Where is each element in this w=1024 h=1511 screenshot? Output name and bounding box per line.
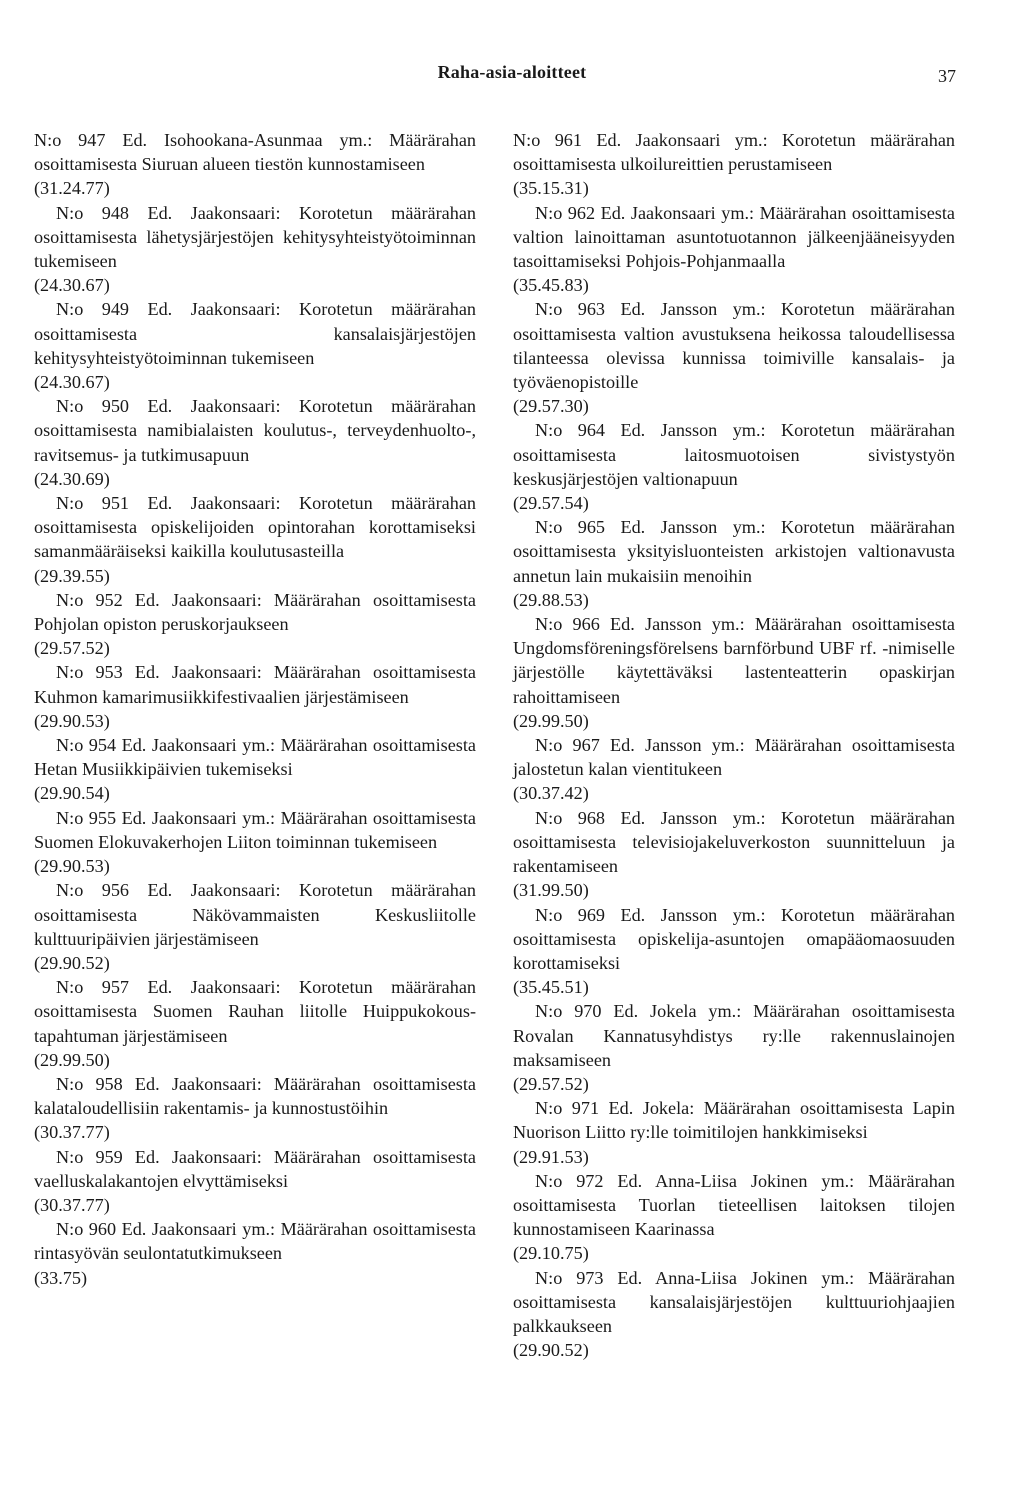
motion-text: N:o 973 Ed. Anna-Liisa Jokinen ym.: Määrärahan osoittamisesta kansalaisjärjestöjen kulttuuriohjaajien palkkaukseen bbox=[513, 1267, 955, 1336]
budget-code: (33.75) bbox=[34, 1267, 88, 1288]
motion-entry bbox=[34, 394, 476, 491]
motion-text: N:o 957 Ed. Jaakonsaari: Korotetun määrärahan osoittamisesta Suomen Rauhan liitolle Huippukokous-tapahtuman järjestämiseen bbox=[34, 977, 476, 1046]
budget-code: (35.45.51) bbox=[513, 977, 589, 998]
motion-text: N:o 956 Ed. Jaakonsaari: Korotetun määrärahan osoittamisesta Näkövammaisten Keskusliitolle kulttuuripäivien järjestämiseen bbox=[34, 880, 476, 949]
budget-code: (30.37.42) bbox=[513, 783, 589, 804]
motion-text: N:o 970 Ed. Jokela ym.: Määrärahan osoittamisesta Rovalan Kannatusyhdistys ry:lle rakennuslainojen maksamiseen bbox=[513, 1001, 955, 1070]
motion-text: N:o 969 Ed. Jansson ym.: Korotetun määrärahan osoittamisesta opiskelija-asuntojen omapääomaosuuden korottamiseksi bbox=[513, 904, 955, 973]
motion-entry bbox=[34, 975, 476, 1072]
budget-code: (29.57.52) bbox=[34, 638, 110, 659]
budget-code: (29.10.75) bbox=[513, 1243, 589, 1264]
motion-text: N:o 959 Ed. Jaakonsaari: Määrärahan osoittamisesta vaelluskalakantojen elvyttämiseksi bbox=[34, 1146, 476, 1191]
motion-text: N:o 965 Ed. Jansson ym.: Korotetun määrärahan osoittamisesta yksityisluonteisten arkistojen valtionavusta annetun lain mukaisiin menoihin bbox=[513, 517, 955, 586]
motion-entry bbox=[513, 733, 955, 806]
motion-text: N:o 962 Ed. Jaakonsaari ym.: Määrärahan osoittamisesta valtion lainoittaman asuntotuotannon jälkeenjääneisyyden tasoittamiseksi Pohjois-Pohjanmaalla bbox=[513, 202, 955, 272]
motion-text: N:o 953 Ed. Jaakonsaari: Määrärahan osoittamisesta Kuhmon kamarimusiikkifestivaalien järjestämiseen bbox=[34, 662, 476, 707]
motion-entry bbox=[513, 1266, 955, 1363]
motion-text: N:o 972 Ed. Anna-Liisa Jokinen ym.: Määrärahan osoittamisesta Tuorlan tieteellisen laitoksen tilojen kunnostamiseen Kaarinassa bbox=[513, 1170, 955, 1240]
page-number: 37 bbox=[938, 66, 956, 86]
budget-code: (31.24.77) bbox=[34, 178, 110, 199]
motion-entry bbox=[513, 903, 955, 1000]
budget-code: (29.88.53) bbox=[513, 589, 589, 610]
budget-code: (29.90.52) bbox=[513, 1340, 589, 1361]
budget-code: (29.90.52) bbox=[34, 952, 110, 973]
budget-code: (35.15.31) bbox=[513, 178, 589, 199]
budget-code: (24.30.67) bbox=[34, 275, 110, 296]
budget-code: (29.90.53) bbox=[34, 710, 110, 731]
motion-entry bbox=[513, 612, 955, 733]
budget-code: (29.99.50) bbox=[34, 1049, 110, 1070]
left-column bbox=[34, 128, 476, 1290]
motion-entry bbox=[513, 128, 955, 201]
motion-entry bbox=[34, 128, 476, 201]
motion-entry bbox=[34, 1145, 476, 1218]
page-header-title: Raha-asia-aloitteet bbox=[437, 62, 587, 82]
motion-entry bbox=[513, 297, 955, 418]
motion-entry bbox=[513, 1096, 955, 1169]
budget-code: (29.90.54) bbox=[34, 783, 110, 804]
budget-code: (29.57.52) bbox=[513, 1073, 589, 1094]
budget-code: (29.90.53) bbox=[34, 856, 110, 877]
motion-entry bbox=[34, 1217, 476, 1290]
motion-entry bbox=[34, 733, 476, 806]
motion-text: N:o 960 Ed. Jaakonsaari ym.: Määrärahan osoittamisesta rintasyövän seulontatutkimukseen bbox=[34, 1219, 476, 1264]
motion-text: N:o 967 Ed. Jansson ym.: Määrärahan osoittamisesta jalostetun kalan vientitukeen bbox=[513, 735, 955, 780]
motion-text: N:o 947 Ed. Isohookana-Asunmaa ym.: Määrärahan osoittamisesta Siuruan alueen tiestön kunnostamiseen bbox=[34, 130, 476, 175]
motion-entry bbox=[513, 515, 955, 612]
motion-entry bbox=[513, 999, 955, 1096]
motion-text: N:o 966 Ed. Jansson ym.: Määrärahan osoittamisesta Ungdomsföreningsförelsens barnförbund UBF rf. -nimiselle järjestölle käytettäväksi lastenteatterin opaskirjan rahoittamiseen bbox=[513, 614, 955, 707]
budget-code: (24.30.67) bbox=[34, 372, 110, 393]
budget-code: (35.45.83) bbox=[513, 275, 589, 296]
budget-code: (29.91.53) bbox=[513, 1146, 589, 1167]
motion-entry bbox=[34, 806, 476, 879]
budget-code: (30.37.77) bbox=[34, 1122, 110, 1143]
motion-text: N:o 955 Ed. Jaakonsaari ym.: Määrärahan osoittamisesta Suomen Elokuvakerhojen Liiton toiminnan tukemiseen bbox=[34, 807, 476, 852]
motion-entry bbox=[34, 297, 476, 394]
budget-code: (29.57.30) bbox=[513, 396, 589, 417]
motion-entry bbox=[513, 201, 955, 298]
budget-code: (29.57.54) bbox=[513, 493, 589, 514]
motion-entry bbox=[34, 1072, 476, 1145]
motion-text: N:o 968 Ed. Jansson ym.: Korotetun määrärahan osoittamisesta televisiojakeluverkoston suunnitteluun ja rakentamiseen bbox=[513, 807, 955, 877]
right-column bbox=[513, 128, 955, 1362]
motion-entry bbox=[513, 1169, 955, 1266]
budget-code: (29.39.55) bbox=[34, 565, 110, 586]
motion-text: N:o 954 Ed. Jaakonsaari ym.: Määrärahan osoittamisesta Hetan Musiikkipäivien tukemiseksi bbox=[34, 735, 476, 780]
motion-text: N:o 963 Ed. Jansson ym.: Korotetun määrärahan osoittamisesta valtion avustuksena heikossa taloudellisessa tilanteessa olevissa kunnissa toimiville kansalais- ja työväenopistoille bbox=[513, 299, 955, 393]
motion-entry bbox=[34, 201, 476, 298]
motion-text: N:o 961 Ed. Jaakonsaari ym.: Korotetun määrärahan osoittamisesta ulkoilureittien perustamiseen bbox=[513, 130, 955, 175]
motion-entry bbox=[34, 660, 476, 733]
budget-code: (24.30.69) bbox=[34, 468, 110, 489]
motion-text: N:o 949 Ed. Jaakonsaari: Korotetun määrärahan osoittamisesta kansalaisjärjestöjen kehitysyhteistyötoiminnan tukemiseen bbox=[34, 299, 476, 368]
motion-text: N:o 952 Ed. Jaakonsaari: Määrärahan osoittamisesta Pohjolan opiston peruskorjaukseen bbox=[34, 589, 476, 635]
budget-code: (30.37.77) bbox=[34, 1194, 110, 1215]
motion-text: N:o 950 Ed. Jaakonsaari: Korotetun määrärahan osoittamisesta namibialaisten koulutus-, terveydenhuolto-, ravitsemus- ja tutkimusapuun bbox=[34, 396, 476, 465]
motion-entry bbox=[513, 806, 955, 903]
motion-entry bbox=[34, 588, 476, 661]
motion-text: N:o 971 Ed. Jokela: Määrärahan osoittamisesta Lapin Nuorison Liitto ry:lle toimitilojen hankkimiseksi bbox=[513, 1098, 955, 1143]
motion-text: N:o 964 Ed. Jansson ym.: Korotetun määrärahan osoittamisesta laitosmuotoisen sivistystyön keskusjärjestöjen valtionapuun bbox=[513, 420, 955, 489]
motion-text: N:o 948 Ed. Jaakonsaari: Korotetun määrärahan osoittamisesta lähetysjärjestöjen kehitysyhteistyötoiminnan tukemiseen bbox=[34, 202, 476, 272]
motion-entry bbox=[513, 418, 955, 515]
motion-entry bbox=[34, 878, 476, 975]
budget-code: (29.99.50) bbox=[513, 710, 589, 731]
motion-text: N:o 958 Ed. Jaakonsaari: Määrärahan osoittamisesta kalataloudellisiin rakentamis- ja kunnostustöihin bbox=[34, 1073, 476, 1119]
motion-entry bbox=[34, 491, 476, 588]
motion-text: N:o 951 Ed. Jaakonsaari: Korotetun määrärahan osoittamisesta opiskelijoiden opintorahan korottamiseksi samanmääräiseksi kaikilla koulutusasteilla bbox=[34, 493, 476, 562]
budget-code: (31.99.50) bbox=[513, 880, 589, 901]
